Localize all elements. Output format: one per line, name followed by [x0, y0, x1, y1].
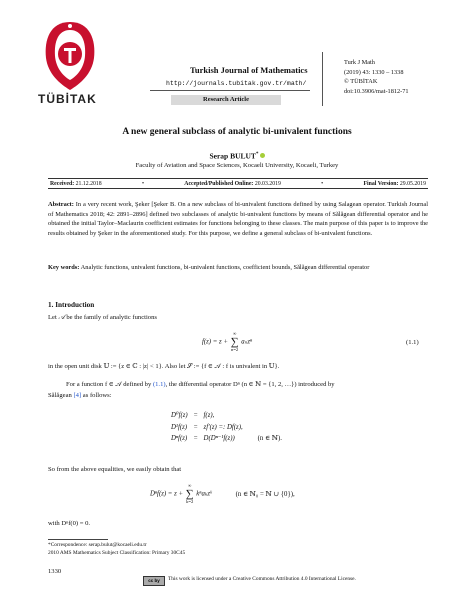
- paper-title: A new general subclass of analytic bi-univalent functions: [122, 127, 352, 137]
- keywords: [48, 263, 428, 273]
- journal-meta: [344, 58, 409, 96]
- definition-row: D⁰f(z) = f(z),: [171, 412, 215, 419]
- keywords-label: Key words:: [48, 264, 80, 271]
- msc-note: 2010 AMS Mathematics Subject Classification: Primary 30C45: [48, 550, 186, 556]
- accepted-date: 20.03.2019: [254, 180, 281, 187]
- definition-row: D¹f(z) = zf′(z) =: Df(z),: [171, 423, 243, 431]
- header-divider: [322, 52, 323, 106]
- meta-volume-pages: (2019) 43: 1330 – 1338: [344, 68, 404, 76]
- abstract-text: In a very recent work, Şeker [Şeker B. On a new subclass of bi-univalent functions defined by using Salagean operator. Turkish Journal of Mathematics 2018; 42: 2891–2896] defined two subclasses of analytic bi-univalent functions by means of Sălăgean differential operator and he obtained the initial Taylor–Maclaurin coefficient estimates for functions belonging to these classes. The main purpose of this paper is to improve the results obtained by Şeker in the aforementioned study. For this purpose, we define a general subclass of bi-univalent functions.: [48, 201, 428, 238]
- section-heading: 1. Introduction: [48, 301, 95, 309]
- so-line: So from the above equalities, we easily obtain that: [48, 466, 182, 473]
- disk-line: in the open unit disk 𝕌 := {z ∈ ℂ : |z| < 1}. Also let 𝒮 := {f ∈ 𝒜 : f is univalent in 𝕌}.: [48, 363, 280, 370]
- dates-sep-1: •: [141, 180, 144, 187]
- sum-symbol: ∞ ∑ k=2: [185, 483, 194, 504]
- abstract-label: Abstract:: [48, 201, 74, 208]
- keywords-text: Analytic functions, univalent functions, bi-univalent functions, coefficient bounds, Sălăgean differential operator: [80, 264, 370, 271]
- orcid-icon[interactable]: [260, 153, 265, 158]
- sum-symbol: ∞ ∑ n=2: [230, 331, 239, 352]
- license-text: This work is licensed under a Creative Commons Attribution 4.0 International License.: [168, 576, 356, 582]
- header-rule: [150, 90, 310, 91]
- equation-ref-link[interactable]: (1.1): [152, 381, 166, 388]
- dates-sep-2: •: [321, 180, 324, 187]
- operator-definitions: [168, 410, 285, 445]
- meta-copyright: © TÜBİTAK: [344, 78, 378, 85]
- dates-bar: [48, 178, 428, 189]
- logo-wordmark: TÜBİTAK: [38, 92, 97, 106]
- page-number: 1330: [48, 568, 62, 575]
- citation-link[interactable]: [4]: [73, 392, 82, 399]
- correspondence-note: *Correspondence: serap.bulut@kocaeli.edu.tr: [48, 542, 147, 548]
- received-date: 21.12.2018: [75, 180, 102, 187]
- with-line: with Dⁿf(0) = 0.: [48, 520, 91, 527]
- equation-1-1: f(z) = z + ∞ ∑ n=2 aₙzⁿ: [202, 331, 253, 352]
- equation-number-1-1: (1.1): [406, 339, 419, 346]
- footnote-rule: [48, 539, 108, 540]
- journal-url-link[interactable]: http://journals.tubitak.gov.tr/math/: [166, 80, 307, 87]
- received-label: Received:: [50, 180, 75, 187]
- equation-2: Dⁿf(z) = z + ∞ ∑ k=2 kⁿaₖzᵏ (n ∈ ℕ₀ = ℕ ∪ {0}),: [150, 483, 295, 504]
- class-A-symbol: 𝒜: [58, 314, 65, 321]
- intro-line: Let 𝒜 be the family of analytic functions: [48, 314, 157, 321]
- operator-line-2: Sălăgean [4] as follows:: [48, 392, 112, 399]
- final-label: Final Version:: [363, 180, 399, 187]
- author-name: Serap BULUT: [209, 151, 256, 161]
- tubitak-logo-icon: [42, 18, 98, 94]
- affiliation: Faculty of Aviation and Space Sciences, Kocaeli University, Kocaeli, Turkey: [135, 162, 339, 169]
- abstract: [48, 200, 428, 239]
- operator-line: For a function f ∈ 𝒜 defined by (1.1), the differential operator Dⁿ (n ∈ ℕ = {1, 2, …}) introduced by: [66, 381, 335, 388]
- article-type-badge: Research Article: [171, 95, 281, 105]
- final-date: 29.05.2019: [399, 180, 426, 187]
- meta-doi-link[interactable]: doi:10.3906/mat-1812-71: [344, 87, 409, 95]
- author-line: [0, 151, 474, 161]
- journal-title: Turkish Journal of Mathematics: [190, 65, 308, 75]
- meta-journal-abbrev: Turk J Math: [344, 59, 375, 66]
- accepted-label: Accepted/Published Online:: [184, 180, 254, 187]
- cc-license-icon[interactable]: cc by: [143, 576, 165, 586]
- definition-row: Dⁿf(z) = D(Dⁿ⁻¹f(z)) (n ∈ ℕ).: [171, 435, 282, 442]
- author-mark: *: [255, 151, 259, 157]
